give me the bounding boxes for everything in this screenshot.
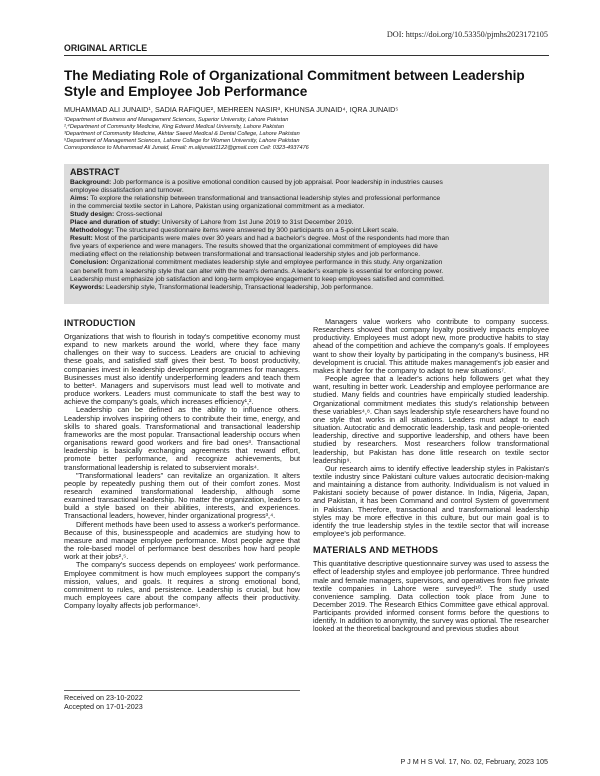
abstract-line: Result: Most of the participants were males over 30 years and had a bachelor's degree. Most of the respondents had more than xyxy=(70,235,449,243)
intro-paragraph: Organizations that wish to flourish in today's competitive economy must expand to new markets around the world, where they face many challenges on their way to success. Leaders are crucial to achieving these goals, and satisfied staff gives their best. To boost productivity, companies invest in leadership development programmes for managers. Businesses must also identify underperforming leaders and teach them to better¹. Managers and supervisors must lead well to motivate and produce workers. Leaders must communicate to staff the best way to achieve the company's goals, which increases efficiency¹,². xyxy=(64,332,300,407)
abstract-line: Place and duration of study: University of Lahore from 1st June 2019 to 31st December 2019. xyxy=(70,219,354,227)
affiliation-2: ²,⁴Department of Community Medicine, King Edward Medical University, Lahore Pakistan xyxy=(64,124,284,130)
author-list: MUHAMMAD ALI JUNAID¹, SADIA RAFIQUE², MEHREEN NASIR³, KHUNSA JUNAID⁴, IQRA JUNAID⁵ xyxy=(64,105,399,114)
abstract-line: can benefit from a leadership style that can alter with the team's demands. A leader's example is essential for enforcing power. xyxy=(70,267,444,275)
abstract-heading: ABSTRACT xyxy=(70,167,120,177)
abstract-line: Leadership must emphasize job satisfaction and long-term employee engagement to keep employees satisfied and committed. xyxy=(70,275,445,283)
abstract-line: in the commercial textile sector in Lahore, Pakistan using organizational commitment as a mediator. xyxy=(70,203,365,211)
introduction-heading: INTRODUCTION xyxy=(64,318,136,328)
abstract-line: mediating effect on the relationship between transformational and transactional leadership styles and job performance. xyxy=(70,251,421,259)
methods-paragraph: This quantitative descriptive questionnaire survey was used to assess the effect of leadership styles and employee job performance. Three hundred male and female managers, supervisors, and operatives from five private textile companies in Lahore were surveyed¹⁰. The study used convenience sampling. Data collection took place from June to December 2019. The Research Ethics Committee gave ethical approval. Participants provided informed consent forms before the questions to identify. In addition to anonymity, the survey was optional. The researcher looked at the theoretical background and previous studies about xyxy=(313,559,549,634)
intro-paragraph: Different methods have been used to assess a worker's performance. Because of this, businesspeople and academics are studying how to measure and manage employee performance. Most people agree that the role-based model of performance best describes how hard people work at their jobs²,⁵. xyxy=(64,519,300,562)
abstract-line: five years of experience and were managers. The results showed that the organizational commitment of employees did have xyxy=(70,243,438,251)
methods-heading: MATERIALS AND METHODS xyxy=(313,545,439,556)
left-column xyxy=(64,318,300,610)
accepted-date: Accepted on 17-01-2023 xyxy=(64,702,143,711)
body-paragraph: Managers value workers who contribute to company success. Researchers showed that company loyalty positively impacts employee productivity. Employees must adopt new, more productive habits to stay ahead of the competition and achieve the company's goals. If employees want to show their loyalty by participating in the company's business, HR development is crucial. This attitude makes management's job easier and makes it harder for the company to adapt to new situations⁷. xyxy=(313,317,549,375)
received-date: Received on 23-10-2022 xyxy=(64,693,143,702)
abstract-line: Keywords: Leadership style, Transformational leadership, Transactional leadership, Job performance. xyxy=(70,283,373,291)
body-paragraph: Our research aims to identify effective leadership styles in Pakistan's textile industry since Pakistani culture values autocratic decision-making and maintaining a distance from authority. Individualism is not valued in Pakistani society because of power distance. In India, Nigeria, Japan, and Pakistan, it has been Command and control System of government in Pakistan. Therefore, transactional and transformational leadership styles may be more effective in this culture, but our main goal is to identify the true leadership styles in the textile sector that will increase employee's job performance. xyxy=(313,463,549,539)
right-column xyxy=(313,318,549,634)
intro-paragraph: "Transformational leaders" can revitalize an organization. It alters people by repeatedly pushing them out of their comfort zones. Most research examined transformational leadership, although some examined transactional leadership. No matter the organization, leaders to build a style based on their abilities, interests, and experiences. Transactional leaders, however, hinder organizational progress³,⁴. xyxy=(64,470,300,521)
paper-title: The Mediating Role of Organizational Commitment between Leadership Style and Employee Job Performance xyxy=(64,68,525,99)
abstract-line: Methodology: The structured questionnaire items were answered by 300 participants on a 5-point Likert scale. xyxy=(70,227,399,235)
abstract-line: Conclusion: Organizational commitment mediates leadership style and employee performance in this study. Any organization xyxy=(70,259,443,267)
article-type-label: ORIGINAL ARTICLE xyxy=(64,43,148,53)
intro-paragraph: The company's success depends on employees' work performance. Employee commitment is how much employees support the company's mission, values, and goals. It requires a strong emotional bond, commitment to rules, and persistence. Leadership is crucial, but how much employees care about the company affects their productivity. Company loyalty affects job performance⁶. xyxy=(64,560,300,611)
submission-dates xyxy=(64,693,143,711)
affiliation-3: ³Department of Community Medicine, Akhtar Saeed Medical & Dental College, Lahore Pakistan xyxy=(64,131,300,137)
body-paragraph: People agree that a leader's actions help followers get what they want, resulting in better work. Leadership and employee performance are studied. Many fields and countries have empirically studied leadership. Organizational commitment mediates this study's relationship between these variables⁴,⁸. Chan says leadership style researchers have found no one style that works in all situations. Leaders must adapt to each situation. Autocratic and democratic leadership, task and people-oriented leadership, directive and supportive leadership, and others have been studied by researchers. Most researchers follow transformational leadership, but Pakistan has done little research on textile sector leadership⁹. xyxy=(313,374,549,465)
abstract-line: Study design: Cross-sectional xyxy=(70,211,163,219)
page-footer: P J M H S Vol. 17, No. 02, February, 2023 105 xyxy=(400,757,548,766)
affiliation-1: ¹Department of Business and Management Sciences, Superior University, Lahore Pakistan xyxy=(64,117,289,123)
intro-paragraph: Leadership can be defined as the ability to influence others. Leadership involves inspiring others to contribute their time, energy, and skills to shared goals. Transformational and transactional leadership frameworks are the most popular. Transactional leadership occurs when organisations reward good workers and fire bad ones³. Transactional leadership is basically exchanging agreements that reward effort, promote better performance, and recognize achievements, but transformational leadership is related to subservient morals⁴. xyxy=(64,405,300,472)
doi-link[interactable]: DOI: https://doi.org/10.53350/pjmhs2023172105 xyxy=(386,30,548,39)
affiliation-4: ⁵Department of Management Sciences, Lahore College for Women University, Lahore Pakistan xyxy=(64,138,300,144)
correspondence-line: Correspondence to Muhammad Ali Junaid, Email: m.alijunaid1122@gmail.com Cell: 0323-4937476 xyxy=(64,145,309,151)
abstract-line: Background: Job performance is a positive emotional condition caused by job appraisal. Poor leadership in industries causes xyxy=(70,179,443,186)
header-divider xyxy=(64,55,549,56)
abstract-line: Aims: To explore the relationship between transformational and transactional leadership styles and professional performance xyxy=(70,195,441,203)
abstract-box xyxy=(64,164,549,304)
abstract-line: employee dissatisfaction and turnover. xyxy=(70,187,184,195)
dates-divider xyxy=(64,690,300,691)
